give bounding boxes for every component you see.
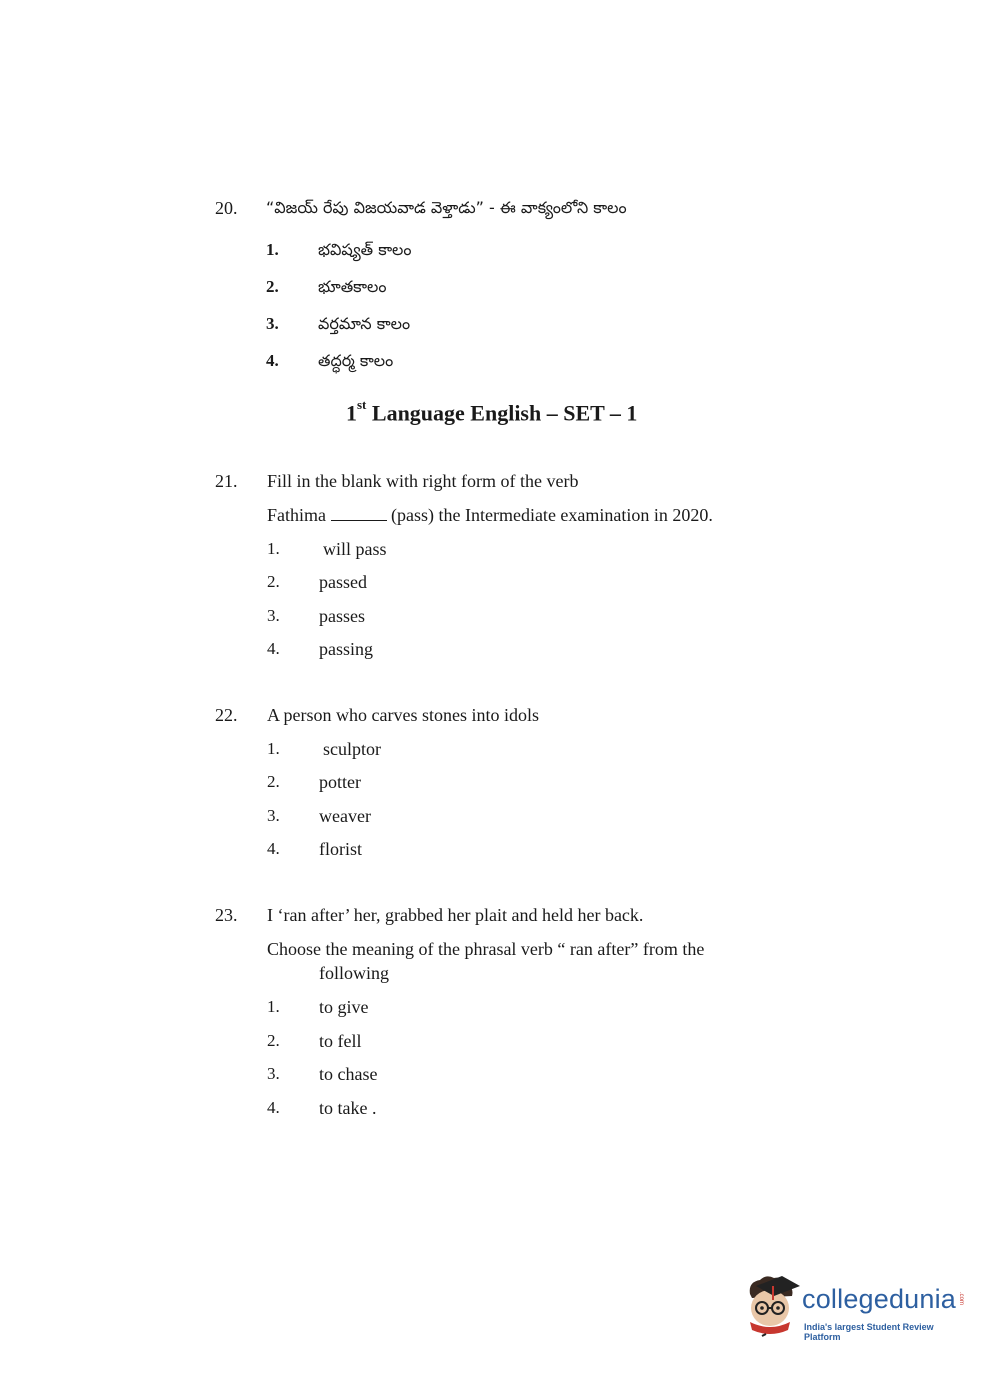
option-text: passing [319, 639, 373, 659]
question-sentence [267, 505, 713, 526]
question-number: 22. [215, 705, 238, 725]
option-text: to give [319, 997, 369, 1017]
question-instruction-continued: following [319, 963, 389, 983]
question-text: I ‘ran after’ her, grabbed her plait and held her back. [267, 905, 644, 925]
option-number: 4. [266, 351, 279, 370]
option-number: 2. [267, 1031, 280, 1050]
option-text: భూతకాలం [318, 277, 387, 296]
option-text: will pass [323, 539, 387, 559]
option-text: to chase [319, 1064, 378, 1084]
heading-ordinal-suffix: st [357, 397, 367, 412]
question-text: Fill in the blank with right form of the verb [267, 471, 579, 491]
option-number: 4. [267, 639, 280, 658]
logo-name: collegedunia [802, 1284, 957, 1314]
option-text: potter [319, 772, 361, 792]
heading-title: Language English – SET – 1 [366, 400, 638, 426]
option-text: passes [319, 606, 365, 626]
option-number: 3. [266, 314, 279, 333]
question-text: A person who carves stones into idols [267, 705, 539, 725]
collegedunia-logo [742, 1272, 972, 1344]
option-number: 1. [267, 997, 280, 1016]
question-number: 23. [215, 905, 238, 925]
answer-blank [331, 506, 387, 521]
question-number: 21. [215, 471, 238, 491]
option-number: 1. [267, 739, 280, 758]
option-text: తద్ధర్మ కాలం [318, 351, 394, 370]
question-text: “విజయ్ రేపు విజయవాడ వెళ్తాడు” - ఈ వాక్యంలోని కాలం [266, 198, 627, 217]
question-number: 20. [215, 198, 238, 218]
option-number: 2. [267, 772, 280, 791]
option-text: to fell [319, 1031, 362, 1051]
option-number: 2. [267, 572, 280, 591]
option-number: 4. [267, 1098, 280, 1117]
option-text: weaver [319, 806, 371, 826]
logo-com: .com [958, 1292, 964, 1306]
option-number: 3. [267, 606, 280, 625]
sentence-end: (pass) the Intermediate examination in 2020. [391, 505, 713, 525]
option-number: 4. [267, 839, 280, 858]
sentence-start: Fathima [267, 505, 326, 525]
question-instruction: Choose the meaning of the phrasal verb “ ran after” from the [267, 939, 705, 959]
heading-ordinal: 1 [346, 400, 357, 426]
logo-tagline: India's largest Student Review Platform [804, 1322, 934, 1342]
option-number: 1. [266, 240, 279, 259]
option-number: 3. [267, 1064, 280, 1083]
option-text: వర్తమాన కాలం [318, 314, 411, 333]
section-heading [346, 397, 638, 426]
option-text: to take . [319, 1098, 377, 1118]
option-text: sculptor [323, 739, 381, 759]
option-number: 2. [266, 277, 279, 296]
option-number: 3. [267, 806, 280, 825]
mascot-icon [742, 1272, 802, 1344]
option-text: florist [319, 839, 362, 859]
option-number: 1. [267, 539, 280, 558]
option-text: passed [319, 572, 367, 592]
option-text: భవిష్యత్ కాలం [318, 240, 412, 259]
